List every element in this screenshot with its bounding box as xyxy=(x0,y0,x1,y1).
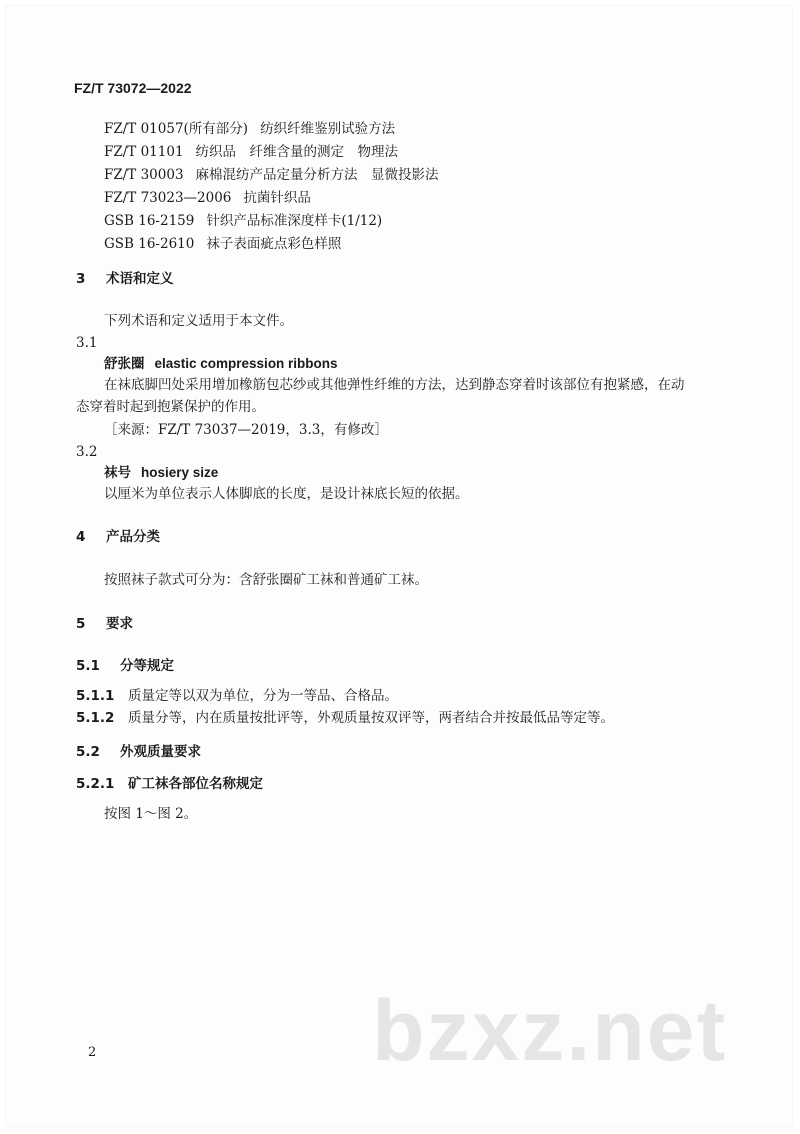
term-zh: 舒张圈 xyxy=(104,356,145,372)
reference-item xyxy=(104,235,341,253)
reference-code: FZ/T 01101 xyxy=(104,144,184,160)
clause-5-1-2: 5.1.2 质量分等，内在质量按批评等，外观质量按双评等，两者结合并按最低品等定等。 xyxy=(76,710,614,726)
reference-item xyxy=(104,189,311,207)
term-en: elastic compression ribbons xyxy=(154,356,338,371)
term-3-1-number: 3.1 xyxy=(76,335,98,351)
term-zh: 袜号 xyxy=(104,465,131,481)
section-4-heading: 4 产品分类 xyxy=(76,529,160,545)
section-5-1-heading: 5.1 分等规定 xyxy=(76,658,174,674)
term-3-2-definition: 以厘米为单位表示人体脚底的长度，是设计袜底长短的依据。 xyxy=(104,486,469,502)
reference-item xyxy=(104,120,395,138)
reference-title: 抗菌针织品 xyxy=(243,190,311,206)
reference-title: 纺织品 纤维含量的测定 物理法 xyxy=(195,144,399,160)
reference-code: FZ/T 30003 xyxy=(104,167,184,183)
reference-title: 袜子表面疵点彩色样照 xyxy=(206,236,342,252)
clause-5-1-1: 5.1.1 质量定等以双为单位，分为一等品、合格品。 xyxy=(76,688,398,704)
section-4-text: 按照袜子款式可分为：含舒张圈矿工袜和普通矿工袜。 xyxy=(104,572,428,588)
reference-item xyxy=(104,212,382,230)
reference-item xyxy=(104,143,398,161)
section-5-2-1-text: 按图 1～图 2。 xyxy=(104,806,198,822)
term-3-1-heading xyxy=(104,355,338,373)
section-5-2-1-heading: 5.2.1 矿工袜各部位名称规定 xyxy=(76,776,263,792)
watermark: bzxz.net xyxy=(372,983,728,1079)
reference-code: FZ/T 01057(所有部分) xyxy=(104,121,249,137)
term-3-2-number: 3.2 xyxy=(76,444,98,460)
reference-title: 针织产品标准深度样卡(1/12) xyxy=(206,213,383,229)
reference-code: GSB 16-2610 xyxy=(104,236,195,252)
reference-title: 麻棉混纺产品定量分析方法 显微投影法 xyxy=(195,167,439,183)
section-5-2-heading: 5.2 外观质量要求 xyxy=(76,744,201,760)
reference-code: GSB 16-2159 xyxy=(104,213,195,229)
term-3-1-definition-line2: 态穿着时起到抱紧保护的作用。 xyxy=(76,399,265,415)
reference-code: FZ/T 73023—2006 xyxy=(104,190,232,206)
section-3-heading: 3 术语和定义 xyxy=(76,271,174,287)
reference-title: 纺织纤维鉴别试验方法 xyxy=(260,121,396,137)
standard-number: FZ/T 73072—2022 xyxy=(74,80,192,96)
section-5-heading: 5 要求 xyxy=(76,616,133,632)
term-3-1-definition-line1: 在袜底脚凹处采用增加橡筋包芯纱或其他弹性纤维的方法，达到静态穿着时该部位有抱紧感，在动 xyxy=(104,377,685,393)
term-en: hosiery size xyxy=(141,465,219,480)
reference-item xyxy=(104,166,439,184)
term-3-1-source: ［来源：FZ/T 73037—2019，3.3，有修改］ xyxy=(104,422,388,438)
section-3-intro: 下列术语和定义适用于本文件。 xyxy=(104,313,293,329)
term-3-2-heading xyxy=(104,464,218,482)
page-number: 2 xyxy=(88,1045,97,1060)
